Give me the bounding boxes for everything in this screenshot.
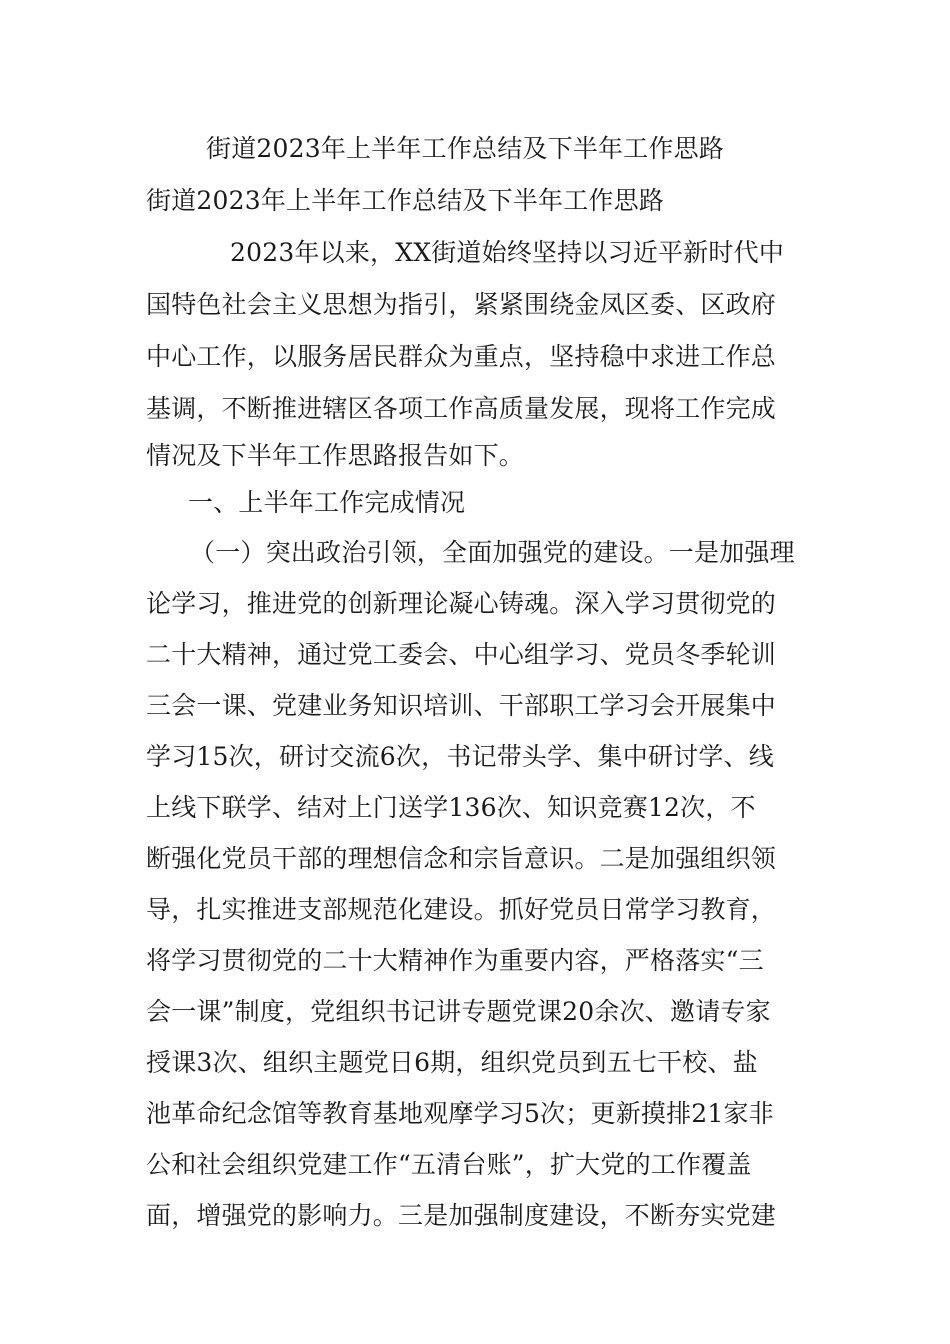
section-heading: 一、上半年工作完成情况 <box>188 488 466 517</box>
section-line: 授课3次、组织主题党日6期，组织党员到五七干校、盐 <box>146 1048 758 1077</box>
document-title: 街道2023年上半年工作总结及下半年工作思路 <box>206 134 725 163</box>
section-line: 公和社会组织党建工作“五清台账”，扩大党的工作覆盖 <box>146 1150 752 1179</box>
intro-line: 基调，不断推进辖区各项工作高质量发展，现将工作完成 <box>146 394 777 423</box>
section-line: 导，扎实推进支部规范化建设。抓好党员日常学习教育， <box>146 895 777 924</box>
section-line: （一）突出政治引领，全面加强党的建设。一是加强理 <box>190 538 795 567</box>
section-line: 将学习贯彻党的二十大精神作为重要内容，严格落实“三 <box>146 946 764 975</box>
section-line: 会一课”制度，党组织书记讲专题党课20余次、邀请专家 <box>146 997 771 1026</box>
section-line: 三会一课、党建业务知识培训、干部职工学习会开展集中 <box>146 691 777 720</box>
section-line: 论学习，推进党的创新理论凝心铸魂。深入学习贯彻党的 <box>146 589 777 618</box>
intro-line: 2023年以来，XX街道始终坚持以习近平新时代中 <box>230 238 785 267</box>
section-line: 上线下联学、结对上门送学136次、知识竞赛12次，不 <box>146 793 756 822</box>
intro-line: 情况及下半年工作思路报告如下。 <box>146 441 525 470</box>
section-line: 断强化党员干部的理想信念和宗旨意识。二是加强组织领 <box>146 844 777 873</box>
section-line: 池革命纪念馆等教育基地观摩学习5次；更新摸排21家非 <box>146 1099 774 1128</box>
document-subtitle: 街道2023年上半年工作总结及下半年工作思路 <box>146 186 665 215</box>
section-line: 面，增强党的影响力。三是加强制度建设，不断夯实党建 <box>146 1201 777 1230</box>
section-line: 二十大精神，通过党工委会、中心组学习、党员冬季轮训 <box>146 640 777 669</box>
section-line: 学习15次，研讨交流6次，书记带头学、集中研讨学、线 <box>146 742 774 771</box>
intro-line: 中心工作，以服务居民群众为重点，坚持稳中求进工作总 <box>146 342 777 371</box>
intro-line: 国特色社会主义思想为指引，紧紧围绕金凤区委、区政府 <box>146 290 777 319</box>
